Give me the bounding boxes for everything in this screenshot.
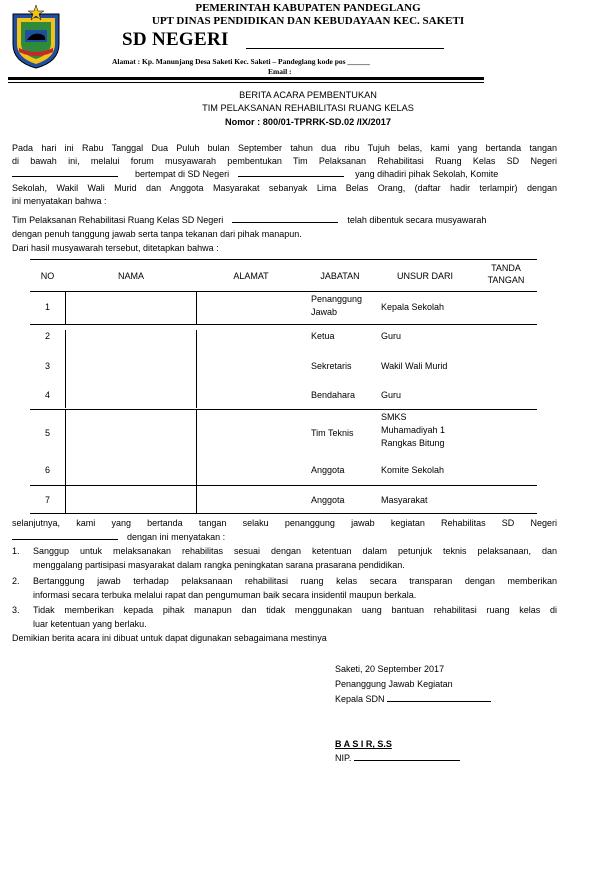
header-tanda: TANDA [491,263,521,273]
col-divider [65,292,66,325]
point-2-line-2: informasi secara terbuka melalui rapat dan pengumuman baik secara insidentil maupun berkala. [33,590,417,600]
document-number: Nomor : 800/01-TPRRK-SD.02 /IX/2017 [225,117,391,127]
intro-line-1: Pada hari ini Rabu Tanggal Dua Puluh bulan September tahun dua ribu Tujuh belas, kami yang bertanda tangan [12,143,557,153]
after-line-2 [12,531,225,544]
intro-line-3 [12,168,557,181]
intro-line-3-b: yang dihadiri pihak Sekolah, Komite [355,169,499,179]
table-row-6-jabatan: Anggota [311,465,345,475]
col-divider [196,330,197,408]
signatory-nip [335,752,460,765]
signature-position-label: Kepala SDN [335,694,385,704]
table-row-border [30,485,537,486]
header-nama: NAMA [117,271,144,281]
header-address: Alamat : Kp. Manunjang Desa Saketi Kec. Saketi – Pandeglang kode pos ______ [112,57,370,66]
header-agency: UPT DINAS PENDIDIKAN DAN KEBUDAYAAN KEC. SAKETI [151,15,465,27]
table-header-border [30,291,537,292]
signatory-nip-label: NIP. [335,753,352,763]
signatory-name: B A S I R, S.S [335,739,392,749]
school-name-blank [246,48,444,49]
table-row-1-jabatan [311,293,362,319]
header-alamat: ALAMAT [233,271,269,281]
blank-school-name-3 [12,531,118,540]
point-2-number: 2. [12,576,20,586]
blank-school-name-4 [387,693,491,702]
blank-school-name [12,168,118,177]
table-row-3-no: 3 [44,361,50,371]
table-row-border [30,409,537,410]
table-row-5-unsur [381,411,445,450]
table-row-5-unsur-line1: SMKS [381,412,407,422]
col-divider [65,330,66,408]
title-line-2: TIM PELAKSANAN REHABILITASI RUANG KELAS [202,103,414,113]
intro-line-3-a: bertempat di SD Negeri [135,169,230,179]
table-row-2-no: 2 [44,331,50,341]
header-jabatan: JABATAN [320,271,360,281]
after-line-1: selanjutnya, kami yang bertanda tangan selaku penanggung jawab kegiatan Rehabilitas SD Negeri [12,518,557,528]
table-row-4-jabatan: Bendahara [311,390,356,400]
table-row-6-no: 6 [44,465,50,475]
header-school-name: SD NEGERI [122,29,229,50]
point-3-line-2: luar ketentuan yang berlaku. [33,619,147,629]
point-3-line-1: Tidak memberikan kepada pihak manapun dan tidak menggunakan uang bantuan rehabilitasi ruang kelas di [33,605,557,615]
table-row-5-jabatan: Tim Teknis [311,428,354,438]
table-top-border [30,259,537,260]
signature-place-date: Saketi, 20 September 2017 [335,664,445,674]
table-row-5-unsur-line2: Muhamadiyah 1 [381,425,446,435]
header-tangan: TANGAN [487,275,525,285]
header-divider-thick [8,77,484,80]
table-row-5-unsur-line3: Rangkas Bitung [381,438,445,448]
signature-position [335,693,491,706]
intro-line-6-a: Tim Pelaksanan Rehabilitasi Ruang Kelas SD Negeri [12,215,224,225]
table-row-2-jabatan: Ketua [311,331,335,341]
intro-line-4: Sekolah, Wakil Wali Murid dan Anggota Masyarakat sebanyak Lima Belas Orang, (daftar hadir terlampir) dengan [12,183,557,193]
point-3-number: 3. [12,605,20,615]
header-tanda-tangan [475,262,537,286]
point-2-line-1: Bertanggung jawab terhadap pelaksanaan rehabilitasi ruang kelas secara transparan dengan memberikan [33,576,557,586]
header-government: PEMERINTAH KABUPATEN PANDEGLANG [195,2,421,14]
table-row-4-unsur: Guru [381,390,402,400]
table-row-6-unsur: Komite Sekolah [381,465,445,475]
intro-line-6 [12,214,557,227]
header-no: NO [40,271,55,281]
table-row-1-unsur: Kepala Sekolah [381,302,445,312]
col-divider [196,410,197,513]
table-row-1-jabatan-line1: Penanggung [311,294,363,304]
table-row-3-jabatan: Sekretaris [311,361,352,371]
point-1-line-1: Sanggup untuk melaksanakan rehabilitas sesuai dengan ketentuan dalam petunjuk teknis pelaksanaan, dan [33,546,557,556]
table-row-2-unsur: Guru [381,331,402,341]
intro-line-8: Dari hasil musyawarah tersebut, ditetapkan bahwa : [12,243,219,253]
header-divider-thin [8,82,484,83]
table-row-7-jabatan: Anggota [311,495,345,505]
intro-line-2: di bawah ini, melalui forum musyawarah pembentukan Tim Pelaksanan Rehabilitasi Ruang Kelas SD Negeri [12,156,557,166]
blank-school-name-2 [232,214,338,223]
title-line-1: BERITA ACARA PEMBENTUKAN [239,90,377,100]
intro-line-5: ini menyatakan bahwa : [12,196,107,206]
table-row-1-no: 1 [44,302,50,312]
point-1-line-2: menggalang partisipasi masyarakat dalam rangka peningkatan sarana prasarana pendidikan. [33,560,405,570]
col-divider [65,410,66,513]
table-row-1-jabatan-line2: Jawab [311,307,338,317]
intro-line-6-b: telah dibentuk secara musyawarah [347,215,487,225]
intro-line-7: dengan penuh tanggung jawab serta tanpa tekanan dari pihak manapun. [12,229,302,239]
blank-venue [238,168,344,177]
after-line-2-text: dengan ini menyatakan : [127,532,226,542]
table-row-4-no: 4 [44,390,50,400]
table-bottom-border [30,513,537,514]
table-row-border [30,324,537,325]
closing-statement: Demikian berita acara ini dibuat untuk dapat digunakan sebagaimana mestinya [12,633,327,643]
point-1-number: 1. [12,546,20,556]
table-row-5-no: 5 [44,428,50,438]
col-divider [196,292,197,325]
header-email: Email : [268,67,292,76]
table-row-7-unsur: Masyarakat [381,495,428,505]
signature-role: Penanggung Jawab Kegiatan [335,679,453,689]
blank-nip [354,752,460,761]
header-unsur: UNSUR DARI [396,271,453,281]
table-row-3-unsur: Wakil Wali Murid [381,361,448,371]
table-row-7-no: 7 [44,495,50,505]
